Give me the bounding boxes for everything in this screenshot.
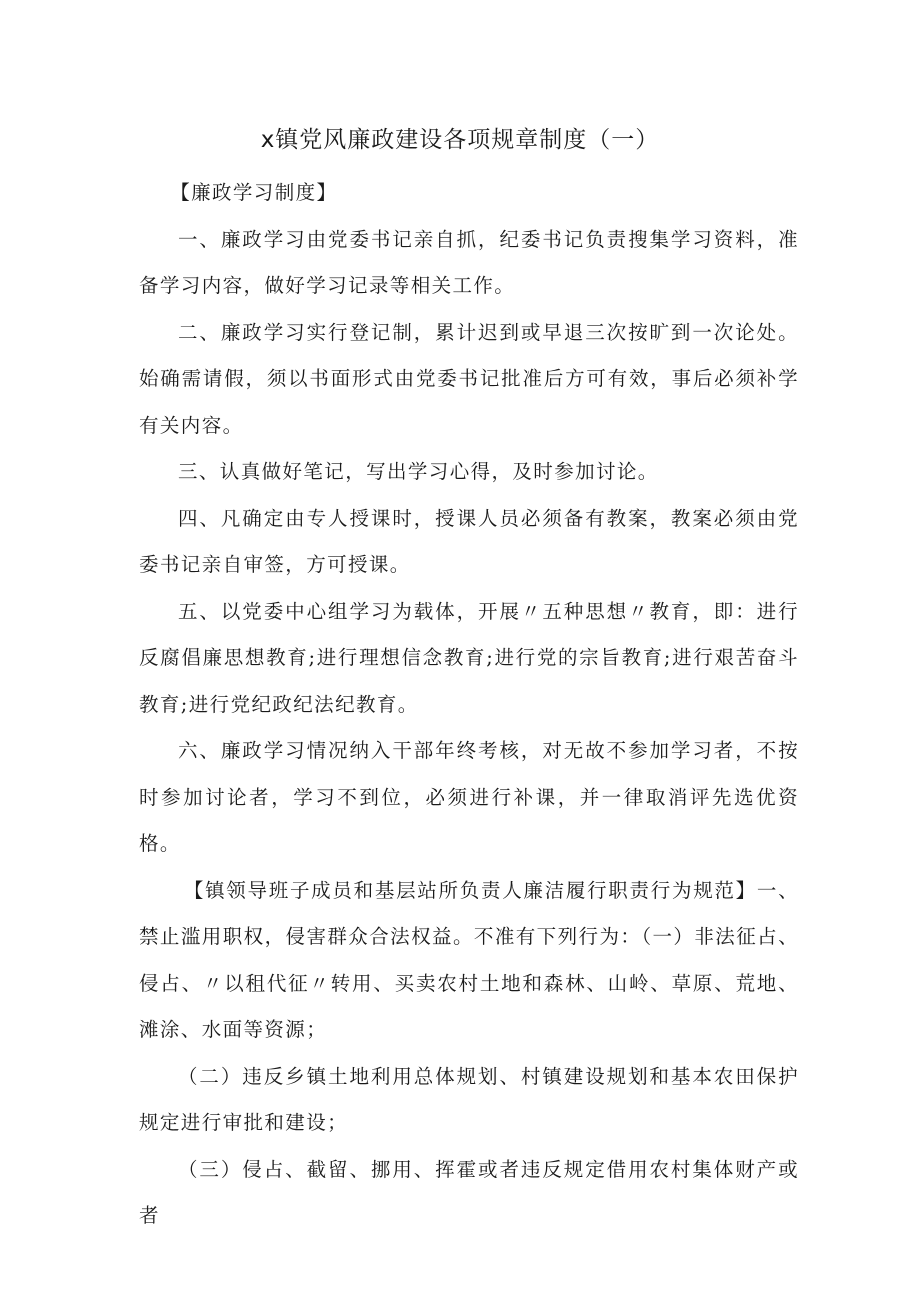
paragraph-item-3: 三、认真做好笔记，写出学习心得，及时参加讨论。 bbox=[178, 460, 659, 483]
paragraph-sub-item-2: （二）违反乡镇土地利用总体规划、村镇建设规划和基本农田保护规定进行审批和建设； bbox=[139, 1064, 799, 1134]
paragraph-item-5: 五、以党委中心组学习为载体，开展〃五种思想〃教育，即：进行反腐倡廉思想教育;进行理想信念教育;进行党的宗旨教育;进行艰苦奋斗教育;进行党纪政纪法纪教育。 bbox=[139, 599, 799, 716]
paragraph-item-6: 六、廉政学习情况纳入干部年终考核，对无故不参加学习者，不按时参加讨论者，学习不到位，必须进行补课，并一律取消评先选优资格。 bbox=[139, 739, 799, 855]
paragraph-item-1: 一、廉政学习由党委书记亲自抓，纪委书记负责搜集学习资料，准备学习内容，做好学习记录等相关工作。 bbox=[139, 227, 799, 297]
document-title: x镇党风廉政建设各项规章制度（一） bbox=[260, 127, 660, 153]
document-body bbox=[139, 170, 799, 1240]
paragraph-item-4: 四、凡确定由专人授课时，授课人员必须备有教案，教案必须由党委书记亲自审签，方可授课。 bbox=[139, 506, 799, 576]
paragraph-sub-item-3: （三）侵占、截留、挪用、挥霍或者违反规定借用农村集体财产或者 bbox=[139, 1157, 799, 1227]
paragraph-item-2: 二、廉政学习实行登记制，累计迟到或早退三次按旷到一次论处。始确需请假，须以书面形式由党委书记批准后方可有效，事后必须补学有关内容。 bbox=[139, 320, 799, 437]
section-heading-study-system: 【廉政学习制度】 bbox=[170, 181, 338, 204]
section-heading-conduct-rules: 【镇领导班子成员和基层站所负责人廉洁履行职责行为规范】一、禁止滥用职权，侵害群众合法权益。不准有下列行为：（一）非法征占、侵占、〃以租代征〃转用、买卖农村土地和森林、山岭、草原、荒地、滩涂、水面等资源； bbox=[139, 878, 799, 1041]
